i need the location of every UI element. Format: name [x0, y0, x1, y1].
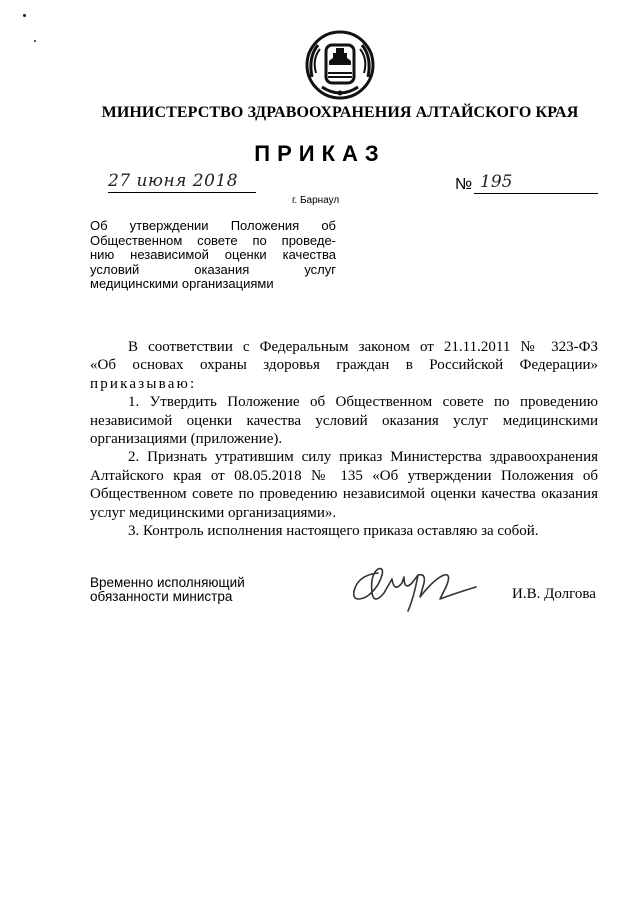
city-label: г. Барнаул	[292, 195, 340, 206]
position-line: Временно исполняющий	[90, 575, 245, 590]
coat-of-arms-emblem	[302, 27, 378, 103]
scan-mark	[23, 14, 26, 17]
subject-line: Общественном совете по проведе-	[90, 232, 336, 248]
ministry-title: МИНИСТЕРСТВО ЗДРАВООХРАНЕНИЯ АЛТАЙСКОГО КРАЯ	[101, 104, 579, 121]
body-line: Алтайского края от 08.05.2018 № 135 «Об утверждении Положения об	[90, 467, 598, 484]
body-line: 3. Контроль исполнения настоящего приказа оставляю за собой.	[128, 523, 539, 540]
order-number-line	[474, 193, 598, 194]
signer-name: И.В. Долгова	[512, 586, 596, 602]
subject-line: условий оказания услуг	[90, 261, 336, 277]
handwritten-date: 27 июня 2018	[108, 170, 256, 193]
order-directive: приказываю:	[90, 375, 197, 392]
body-line: организациями (приложение).	[90, 431, 283, 448]
body-line: услуг медицинскими организациями».	[90, 504, 337, 521]
subject-line: нию независимой оценки качества	[90, 247, 336, 262]
handwritten-signature	[348, 553, 483, 615]
order-number-label: №	[455, 176, 473, 193]
position-line: обязанности министра	[90, 589, 233, 604]
signatory-position	[90, 576, 245, 604]
body-line: Общественном совете по проведению независимой оценки качества оказания	[90, 486, 598, 503]
body-line: 2. Признать утратившим силу приказ Министерства здравоохранения	[128, 449, 598, 466]
scan-mark	[34, 40, 36, 42]
body-line: 1. Утвердить Положение об Общественном совете по проведению	[128, 394, 598, 411]
document-type-title: ПРИКАЗ	[254, 141, 386, 166]
order-subject	[90, 219, 336, 292]
body-line: В соответствии с Федеральным законом от 21.11.2011 № 323-ФЗ	[128, 339, 598, 355]
order-body	[90, 338, 598, 540]
handwritten-order-number: 195	[480, 172, 513, 192]
body-line: «Об основах охраны здоровья граждан в Российской Федерации»	[90, 357, 598, 374]
subject-line: Об утверждении Положения об	[90, 218, 336, 233]
subject-line: медицинскими организациями	[90, 276, 274, 291]
body-line: независимой оценки качества условий оказания услуг медицинскими	[90, 412, 598, 429]
